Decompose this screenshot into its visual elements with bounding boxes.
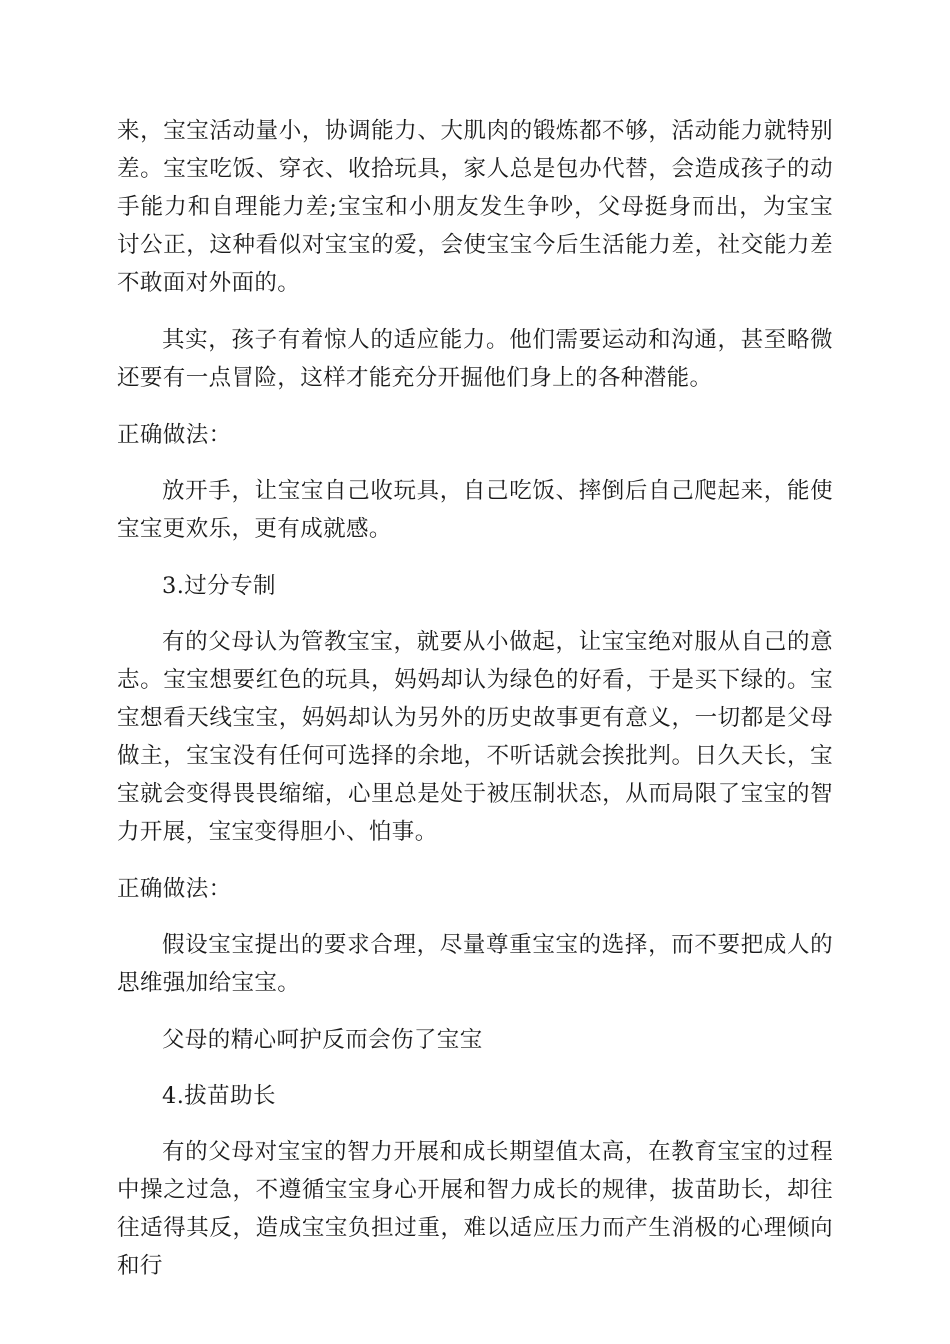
- subtitle-overprotection: 父母的精心呵护反而会伤了宝宝: [162, 1027, 483, 1053]
- paragraph-haste: 有的父母对宝宝的智力开展和成长期望值太高，在教育宝宝的过程中操之过急，不遵循宝宝身心开展和智力成长的规律，拔苗助长，却往往适得其反，造成宝宝负担过重，难以适应压力而产生消极的心理倾向和行: [117, 1139, 833, 1279]
- correct-method-label-1: 正确做法：: [117, 422, 232, 448]
- paragraph-authoritarian: 有的父母认为管教宝宝，就要从小做起，让宝宝绝对服从自己的意志。宝宝想要红色的玩具，妈妈却认为绿色的好看，于是买下绿的。宝宝想看天线宝宝，妈妈却认为另外的历史故事更有意义，一切都是父母做主，宝宝没有任何可选择的余地，不听话就会挨批判。日久天长，宝宝就会变得畏畏缩缩，心里总是处于被压制状态，从而局限了宝宝的智力开展，宝宝变得胆小、怕事。: [117, 629, 833, 845]
- paragraph-continuation: 来，宝宝活动量小，协调能力、大肌肉的锻炼都不够，活动能力就特别差。宝宝吃饭、穿衣、收拾玩具，家人总是包办代替，会造成孩子的动手能力和自理能力差;宝宝和小朋友发生争吵，父母挺身而出，为宝宝讨公正，这种看似对宝宝的爱，会使宝宝今后生活能力差，社交能力差不敢面对外面的。: [117, 118, 833, 296]
- paragraph-let-go: 放开手，让宝宝自己收玩具，自己吃饭、摔倒后自己爬起来，能使宝宝更欢乐，更有成就感。: [117, 478, 833, 542]
- section-heading-4: 4.拔苗助长: [162, 1083, 276, 1109]
- paragraph-adaptability: 其实，孩子有着惊人的适应能力。他们需要运动和沟通，甚至略微还要有一点冒险，这样才能充分开掘他们身上的各种潜能。: [117, 327, 833, 391]
- correct-method-label-2: 正确做法：: [117, 876, 232, 902]
- section-heading-3: 3.过分专制: [162, 573, 276, 599]
- paragraph-respect-choice: 假设宝宝提出的要求合理，尽量尊重宝宝的选择，而不要把成人的思维强加给宝宝。: [117, 932, 833, 996]
- document-page: [117, 112, 833, 1304]
